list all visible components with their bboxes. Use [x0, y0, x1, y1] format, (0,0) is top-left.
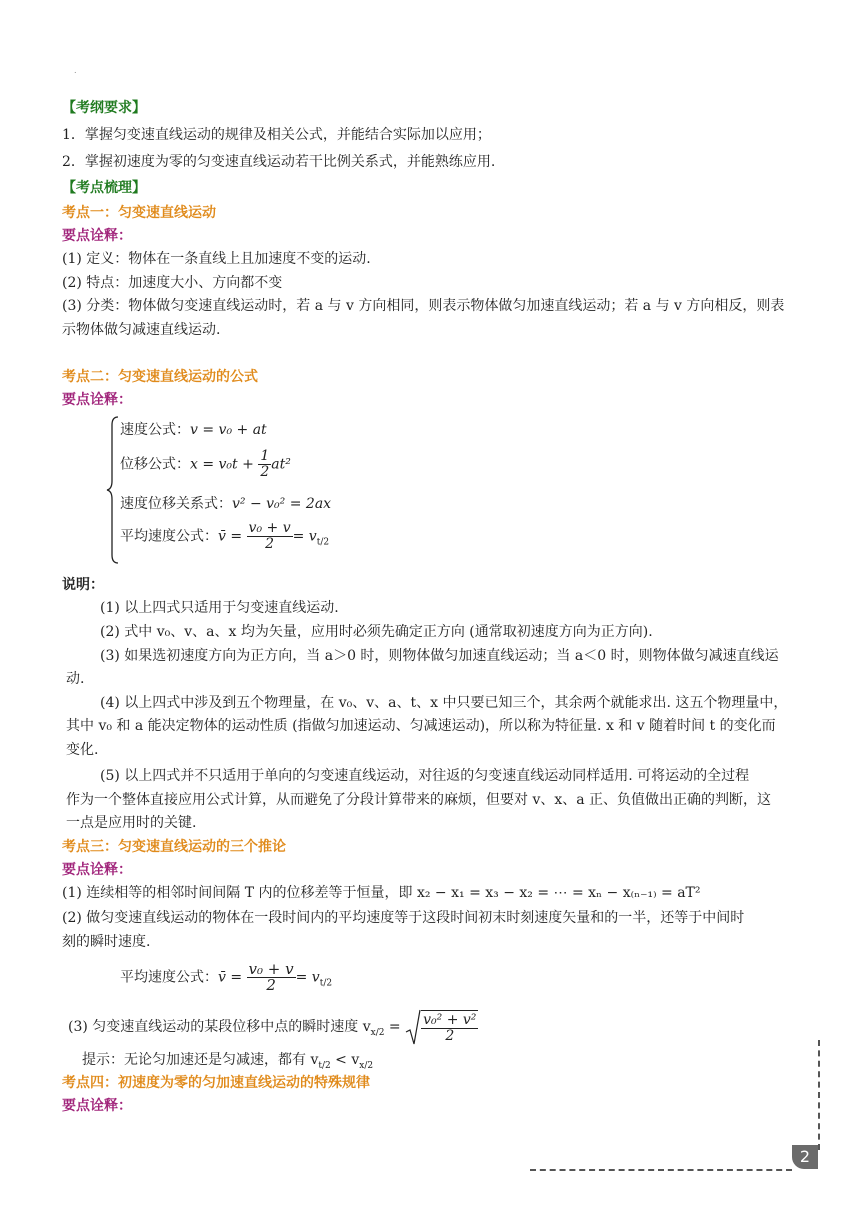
note-line: 其中 v₀ 和 a 能决定物体的运动性质 (指做匀加速运动、匀减速运动)，所以称为特征量. x 和 v 随着时间 t 的变化而 [66, 718, 776, 734]
point-1-title: 考点一：匀变速直线运动 [62, 205, 216, 221]
point-1-line: (2) 特点：加速度大小、方向都不变 [62, 275, 283, 291]
average-velocity-expr: v̄ = [218, 528, 247, 545]
average-velocity-tail: = v [295, 969, 320, 986]
subscript: t/2 [319, 978, 333, 989]
point-1-line: 示物体做匀减速直线运动. [62, 322, 221, 338]
note-line: 变化. [66, 742, 99, 758]
point-4-subtitle: 要点诠释： [62, 1098, 132, 1114]
point-3-line: 刻的瞬时速度. [62, 934, 151, 950]
dashed-border-vertical [818, 1040, 820, 1150]
note-line: (5) 以上四式并不只适用于单向的匀变速直线运动，对往返的匀变速直线运动同样适用. 可将运动的全过程 [100, 768, 750, 784]
displacement-formula-tail: at² [271, 456, 291, 473]
section-title-points: 【考点梳理】 [62, 180, 146, 196]
left-brace-icon [104, 415, 120, 565]
note-line: 动. [66, 671, 85, 687]
average-velocity-formula [120, 521, 329, 552]
fraction-numerator: 1 [260, 448, 270, 464]
fraction-denominator: 2 [445, 1028, 455, 1044]
fraction-numerator: v₀ + v [248, 520, 291, 536]
average-velocity-formula-2 [120, 962, 332, 993]
fraction [247, 962, 296, 993]
velocity-formula [120, 419, 267, 439]
point-1-subtitle: 要点诠释： [62, 228, 132, 244]
formula-group [104, 415, 364, 565]
point-4-title: 考点四：初速度为零的匀加速直线运动的特殊规律 [62, 1075, 370, 1091]
page-number: 2 [792, 1145, 818, 1169]
velocity-formula-label: 速度公式： [120, 422, 190, 438]
less-than: < v [330, 1052, 360, 1068]
subscript: t/2 [316, 537, 330, 548]
displacement-formula-expr: x = v₀t + [190, 456, 259, 473]
requirement-item: 2．掌握初速度为零的匀变速直线运动若干比例关系式，并能熟练应用. [62, 154, 496, 170]
radical-icon [405, 1008, 421, 1046]
subscript: x/2 [370, 1027, 385, 1038]
subscript: x/2 [359, 1060, 374, 1071]
section-title-requirements: 【考纲要求】 [62, 100, 146, 116]
point-1-line: (3) 分类：物体做匀变速直线运动时，若 a 与 v 方向相同，则表示物体做匀加速直线运动；若 a 与 v 方向相反，则表 [62, 298, 785, 314]
note-line: (2) 式中 v₀、v、a、x 均为矢量，应用时必须先确定正方向 (通常取初速度方向为正方向). [100, 624, 653, 640]
fraction [421, 1010, 478, 1044]
midpoint-velocity-line [68, 1008, 478, 1046]
average-velocity-expr: v̄ = [218, 969, 247, 986]
point-2-subtitle: 要点诠释： [62, 392, 132, 408]
displacement-formula-label: 位移公式： [120, 456, 190, 473]
note-line: (4) 以上四式中涉及到五个物理量，在 v₀、v、a、t、x 中只要已知三个，其余两个就能求出. 这五个物理量中， [100, 695, 788, 711]
notes-title: 说明： [62, 577, 104, 593]
fraction-denominator: 2 [265, 536, 275, 552]
note-line: 作为一个整体直接应用公式计算，从而避免了分段计算带来的麻烦，但要对 v、x、a 正、负值做出正确的判断，这 [66, 792, 772, 808]
fraction [258, 449, 271, 480]
note-line: 一点是应用时的关键. [66, 815, 197, 831]
fraction-numerator: v₀² + v² [423, 1012, 477, 1028]
velocity-formula-expr: v = v₀ + at [190, 422, 267, 438]
fraction-denominator: 2 [266, 976, 276, 994]
point-3-title: 考点三：匀变速直线运动的三个推论 [62, 839, 286, 855]
tip-line [82, 1050, 373, 1076]
fraction-denominator: 2 [260, 464, 270, 480]
point-2-title: 考点二：匀变速直线运动的公式 [62, 369, 258, 385]
point-3-subtitle: 要点诠释： [62, 862, 132, 878]
fraction-numerator: v₀ + v [248, 960, 294, 978]
note-line: (3) 如果选初速度方向为正方向，当 a＞0 时，则物体做匀加速直线运动；当 a＜0 时，则物体做匀减速直线运 [100, 648, 779, 664]
note-line: (1) 以上四式只适用于匀变速直线运动. [100, 600, 339, 616]
velocity-displacement-expr: v² − v₀² = 2ax [232, 496, 332, 512]
dashed-border-horizontal [530, 1169, 792, 1171]
fraction [247, 521, 293, 552]
subscript: t/2 [318, 1060, 331, 1071]
average-velocity-tail: = v [292, 528, 317, 545]
midpoint-velocity-text: (3) 匀变速直线运动的某段位移中点的瞬时速度 v [68, 1019, 371, 1035]
displacement-formula [120, 449, 291, 480]
velocity-displacement-formula [120, 493, 331, 513]
square-root [405, 1008, 478, 1046]
average-velocity-label: 平均速度公式： [120, 969, 218, 986]
point-3-line: (1) 连续相等的相邻时间间隔 T 内的位移差等于恒量，即 x₂ − x₁ = x₃ − x₂ = ⋯ = xₙ − x₍ₙ₋₁₎ = aT² [62, 885, 701, 901]
average-velocity-label: 平均速度公式： [120, 528, 218, 545]
tip-text: 提示：无论匀加速还是匀减速，都有 v [82, 1052, 319, 1068]
stray-dot: . [74, 66, 77, 75]
equals-sign: = [384, 1019, 406, 1035]
velocity-displacement-label: 速度位移关系式： [120, 496, 232, 512]
point-1-line: (1) 定义：物体在一条直线上且加速度不变的运动. [62, 251, 371, 267]
point-3-line: (2) 做匀变速直线运动的物体在一段时间内的平均速度等于这段时间初末时刻速度矢量和的一半，还等于中间时 [62, 910, 745, 926]
requirement-item: 1．掌握匀变速直线运动的规律及相关公式，并能结合实际加以应用； [62, 127, 491, 143]
